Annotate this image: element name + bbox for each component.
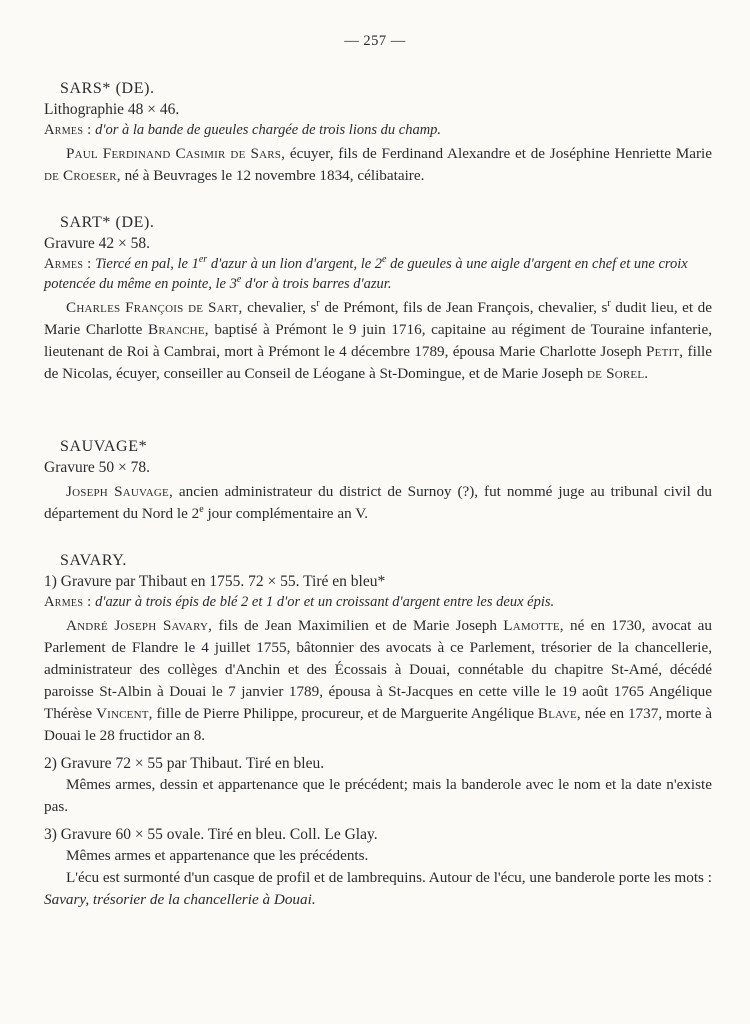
item-3-text-part: L'écu est surmonté d'un casque de profil et de lambrequins. Autour de l'écu, une banderole porte les mots :: [66, 869, 712, 886]
arms-part: Tiercé en pal, le 1: [95, 256, 199, 272]
bio-sup: r: [607, 297, 611, 309]
family-name: Blave,: [537, 705, 581, 722]
person-name: Joseph Sauvage,: [66, 483, 173, 500]
page-number: — 257 —: [344, 33, 406, 49]
bio-text: chevalier, s: [242, 299, 317, 316]
bio-text: écuyer, fils de Ferdinand Alexandre et de Joséphine Henriette Marie: [285, 145, 712, 162]
family-name: Vincent,: [95, 705, 153, 722]
arms-part: d'or à trois barres d'azur.: [241, 276, 392, 292]
entry-arms: [44, 254, 712, 294]
item-2-text: Mêmes armes, dessin et appartenance que le précédent; mais la banderole avec le nom et la date n'existe pas.: [44, 776, 712, 815]
arms-label: Armes :: [44, 256, 92, 272]
entry-sart: [44, 212, 712, 385]
item-3-text-italic: Savary, trésorier de la chancellerie à Douai.: [44, 891, 316, 908]
bio-text: née en 1737, morte à Douai le 28 fructidor an 8.: [44, 705, 713, 744]
entry-biography: [44, 481, 712, 525]
entry-title: SAUVAGE*: [60, 438, 148, 455]
bio-text: fille de Nicolas, écuyer, conseiller au Conseil de Léogane à St-Domingue, et de Marie Joseph: [44, 343, 712, 382]
bio-text: de Prémont, fils de Jean François, chevalier, s: [319, 299, 608, 316]
entry-title: SART* (DE).: [60, 214, 155, 231]
entry-medium: Lithographie 48 × 46.: [44, 101, 180, 118]
arms-label: Armes :: [44, 122, 92, 138]
entry-title: SARS* (DE).: [60, 80, 155, 97]
family-name: de Sorel.: [587, 365, 649, 382]
entry-sars: [44, 78, 712, 187]
arms-label: Armes :: [44, 594, 92, 610]
entry-item-3: 3) Gravure 60 × 55 ovale. Tiré en bleu. Coll. Le Glay.: [44, 826, 378, 843]
bio-text: né à Beuvrages le 12 novembre 1834, célibataire.: [120, 167, 425, 184]
entry-biography: [44, 615, 712, 747]
arms-part: de gueules à une aigle d'argent en chef et une croix potencée du même en pointe, le 3: [44, 256, 688, 292]
person-name: Charles François de Sart,: [66, 299, 243, 316]
person-name: Paul Ferdinand Casimir de Sars,: [66, 145, 286, 162]
bio-text: dudit lieu, et de Marie Charlotte: [44, 299, 713, 338]
bio-text: né en 1730, avocat au Parlement de Flandre le 4 juillet 1755, bâtonnier des avocats à ce Parlement, trésorier de la chancellerie, administrateur des collèges d'Anchin et des Écossais à Douai, connétable du chapitre St-Amé, décédé paroisse St-Albin à Douai le 7 janvier 1789, épousa à St-Jacques en cette ville le 19 août 1765 Angélique Thérèse: [44, 617, 712, 722]
arms-part: d'azur à un lion d'argent, le 2: [207, 256, 383, 272]
bio-text: baptisé à Prémont le 9 juin 1716, capitaine au régiment de Touraine infanterie, lieutenant de Roi à Cambrai, mort à Prémont le 4 décembre 1789, épousa Marie Charlotte Joseph: [44, 321, 713, 360]
arms-text: d'or à la bande de gueules chargée de trois lions du champ.: [95, 122, 442, 138]
bio-text: fille de Pierre Philippe, procureur, et de Marguerite Angélique: [152, 705, 538, 722]
family-name: Lamotte,: [503, 617, 564, 634]
entry-arms: [44, 592, 712, 612]
entry-biography: [44, 143, 712, 187]
family-name: Petit,: [646, 343, 684, 360]
entry-savary: [44, 550, 712, 911]
bio-sup: r: [316, 297, 320, 309]
entry-sauvage: [44, 436, 712, 525]
arms-sup: e: [236, 274, 242, 286]
item-3-text-2: [44, 867, 712, 911]
bio-sup: e: [199, 503, 204, 515]
entry-item-2: 2) Gravure 72 × 55 par Thibaut. Tiré en bleu.: [44, 755, 325, 772]
bio-text: ancien administrateur du district de Surnoy (?), fut nommé juge au tribunal civil du département du Nord le 2: [44, 483, 712, 522]
entry-biography: [44, 297, 712, 385]
entry-medium: Gravure 42 × 58.: [44, 235, 151, 252]
entry-arms: [44, 120, 712, 140]
family-name: de Croeser,: [44, 167, 121, 184]
arms-sup: er: [198, 254, 208, 266]
entry-medium: Gravure 50 × 78.: [44, 459, 151, 476]
entry-item-1: 1) Gravure par Thibaut en 1755. 72 × 55. Tiré en bleu*: [44, 573, 386, 590]
arms-text: d'azur à trois épis de blé 2 et 1 d'or et un croissant d'argent entre les deux épis.: [95, 594, 555, 610]
bio-text: jour complémentaire an V.: [203, 505, 369, 522]
item-3-text: Mêmes armes et appartenance que les précédents.: [66, 847, 369, 864]
family-name: Branche,: [147, 321, 209, 338]
arms-text: [44, 256, 688, 292]
bio-text: fils de Jean Maximilien et de Marie Joseph: [212, 617, 504, 634]
entry-title: SAVARY.: [60, 552, 127, 569]
person-name: André Joseph Savary,: [66, 617, 213, 634]
arms-sup: e: [382, 254, 387, 266]
